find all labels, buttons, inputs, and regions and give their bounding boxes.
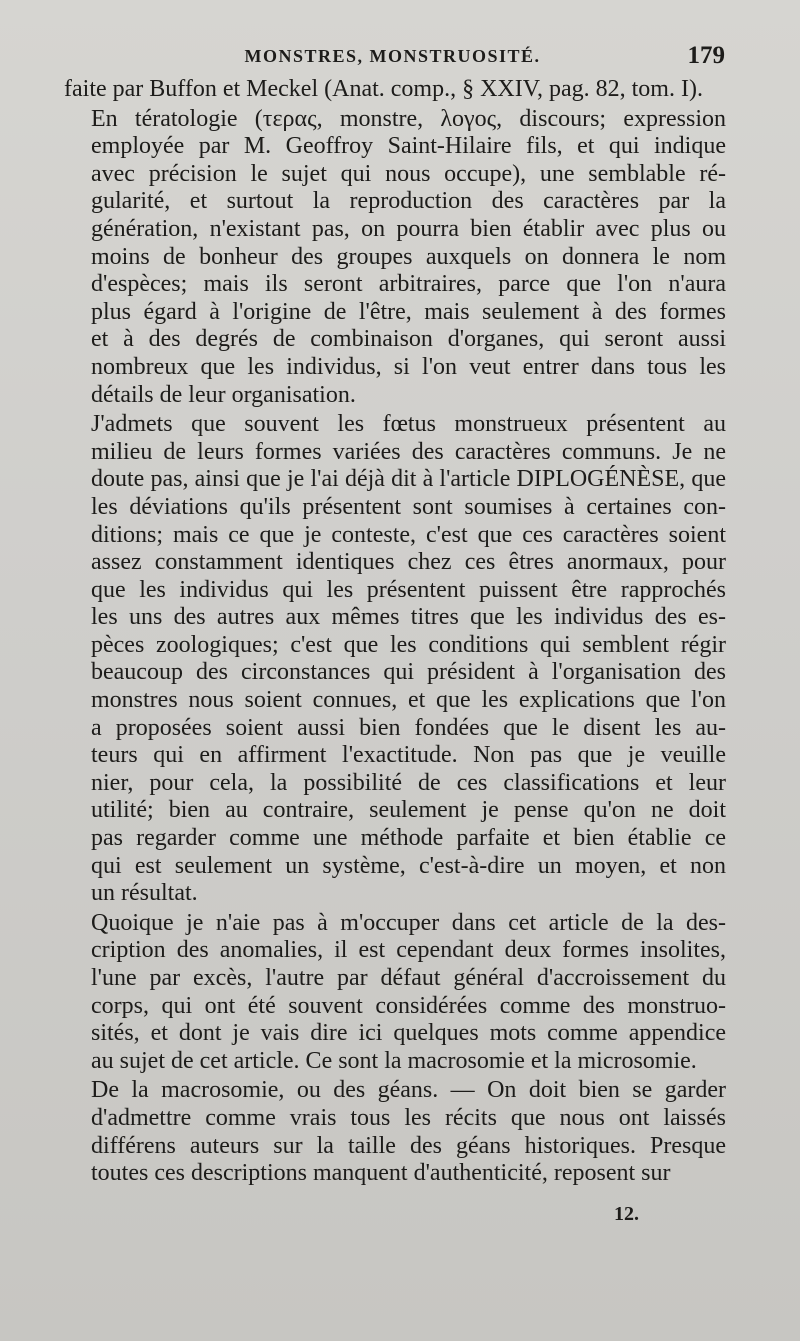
text-line: doute pas, ainsi que je l'ai déjà dit à l'article DIPLOGÉNÈSE, que (91, 466, 726, 493)
text-line: pas regarder comme une méthode parfaite et bien établie ce (91, 825, 726, 852)
text-line: et à des degrés de combinaison d'organes, qui seront aussi (91, 326, 726, 353)
text-line: au sujet de cet article. Ce sont la macrosomie et la microsomie. (91, 1047, 697, 1074)
text-line: monstres nous soient connues, et que les explications que l'on (91, 687, 726, 714)
text-line: plus égard à l'origine de l'être, mais seulement à des formes (91, 298, 726, 325)
text-line: employée par M. Geoffroy Saint-Hilaire fils, et qui indique (91, 133, 726, 160)
text-line: De la macrosomie, ou des géans. — On doit bien se garder (91, 1077, 726, 1104)
text-line: l'une par excès, l'autre par défaut général d'accroissement du (91, 965, 726, 991)
text-line: corps, qui ont été souvent considérées comme des monstruo- (91, 992, 726, 1019)
text-line: En tératologie (τερας, monstre, λογος, discours; expression (91, 105, 726, 132)
text-line: un résultat. (91, 880, 198, 907)
paragraph (64, 411, 726, 908)
body-text (64, 76, 726, 1190)
text-line: pèces zoologiques; c'est que les conditions qui semblent régir (91, 631, 726, 658)
text-line: que les individus qui les présentent puissent être rapprochés (91, 576, 726, 603)
text-line: gularité, et surtout la reproduction des caractères par la (91, 188, 726, 215)
text-line: qui est seulement un système, c'est-à-dire un moyen, et non (91, 852, 726, 879)
text-line: d'admettre comme vrais tous les récits que nous ont laissés (91, 1104, 726, 1131)
text-line: toutes ces descriptions manquent d'authenticité, reposent sur (91, 1160, 671, 1187)
signature-mark: 12. (614, 1203, 639, 1225)
text-line: d'espèces; mais ils seront arbitraires, parce que l'on n'aura (91, 271, 726, 298)
text-line: nombreux que les individus, si l'on veut entrer dans tous les (91, 353, 726, 380)
paragraph (64, 76, 726, 104)
text-line: cription des anomalies, il est cependant deux formes insolites, (91, 937, 726, 964)
running-title: MONSTRES, MONSTRUOSITÉ. (244, 46, 541, 66)
text-line: utilité; bien au contraire, seulement je pense qu'on ne doit (91, 797, 726, 824)
page-number: 179 (687, 42, 725, 69)
page-header (60, 44, 725, 76)
text-line: assez constamment identiques chez ces êtres anormaux, pour (91, 549, 726, 576)
text-line: faite par Buffon et Meckel (Anat. comp., § XXIV, pag. 82, tom. I). (64, 76, 703, 102)
text-line: beaucoup des circonstances qui président à l'organisation des (91, 659, 726, 686)
paragraph (64, 106, 726, 410)
text-line: Quoique je n'aie pas à m'occuper dans cet article de la des- (91, 909, 726, 936)
text-line: a proposées soient aussi bien fondées que le disent les au- (91, 714, 726, 741)
text-line: sités, et dont je vais dire ici quelques mots comme appendice (91, 1020, 726, 1047)
paragraph (64, 910, 726, 1076)
text-line: nier, pour cela, la possibilité de ces classifications et leur (91, 769, 726, 796)
text-line: teurs qui en affirment l'exactitude. Non pas que je veuille (91, 742, 726, 769)
text-line: les déviations qu'ils présentent sont soumises à certaines con- (91, 493, 726, 520)
text-line: détails de leur organisation. (91, 381, 356, 408)
text-line: ditions; mais ce que je conteste, c'est que ces caractères soient (91, 521, 726, 548)
text-line: différens auteurs sur la taille des géans historiques. Presque (91, 1132, 726, 1159)
text-line: milieu de leurs formes variées des caractères communs. Je ne (91, 438, 726, 465)
text-line: J'admets que souvent les fœtus monstrueux présentent au (91, 411, 726, 438)
text-line: génération, n'existant pas, on pourra bien établir avec plus ou (91, 215, 726, 242)
text-line: les uns des autres aux mêmes titres que les individus des es- (91, 604, 726, 631)
text-line: avec précision le sujet qui nous occupe), une semblable ré- (91, 160, 726, 187)
text-line: moins de bonheur des groupes auxquels on donnera le nom (91, 243, 726, 270)
paragraph (64, 1077, 726, 1187)
